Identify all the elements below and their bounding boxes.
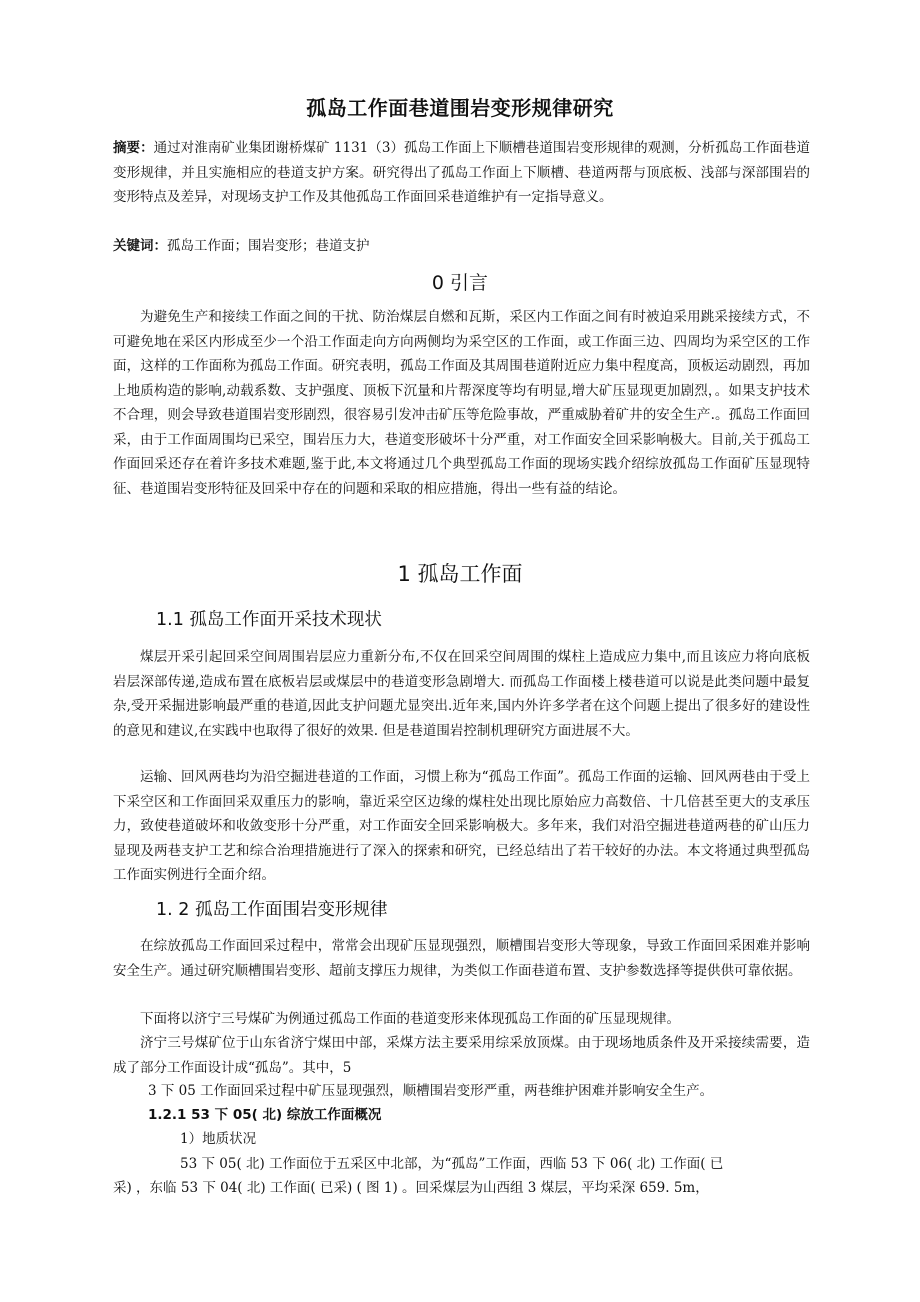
section-0-heading: 0 引言: [431, 272, 489, 294]
section-1-1-paragraph-2: 运输、回风两巷均为沿空掘进巷道的工作面，习惯上称为“孤岛工作面”。孤岛工作面的运输、回风两巷由于受上下采空区和工作面回采双重压力的影响，靠近采空区边缘的煤柱处出现比原始应力高数倍、十几倍甚至更大的支承压力，致使巷道破坏和收敛变形十分严重，对工作面安全回采影响极大。多年来，我们对沿空掘进巷道两巷的矿山压力显现及两巷支护工艺和综合治理措施进行了深入的探索和研究，已经总结出了若干较好的办法。本文将通过典型孤岛工作面实例进行全面介绍。: [113, 769, 810, 883]
abstract-label: 摘要：: [113, 140, 154, 156]
section-1-2-1-line-1: 53 下 05( 北) 工作面位于五采区中北部，为“孤岛”工作面，西临 53 下 06( 北) 工作面( 已: [180, 1156, 724, 1172]
abstract: [113, 136, 810, 210]
section-1-1-heading: 1.1 孤岛工作面开采技术现状: [156, 610, 382, 630]
section-1-2-1-line-2: 采) ，东临 53 下 04( 北) 工作面( 已采) ( 图 1) 。回采煤层为山西组 3 煤层，平均采深 659. 5m，: [113, 1180, 709, 1196]
list-item-geology: 1）地质状况: [180, 1131, 257, 1147]
keywords: [113, 234, 810, 259]
section-1-2-heading: 1. 2 孤岛工作面围岩变形规律: [156, 900, 388, 920]
section-1-2-1-heading: 1.2.1 53 下 05( 北) 综放工作面概况: [148, 1107, 382, 1123]
section-1-2-paragraph-4: 3 下 05 工作面回采过程中矿压显现强烈，顺槽围岩变形严重，两巷维护困难并影响安全生产。: [148, 1083, 714, 1099]
section-0-paragraph: 为避免生产和接续工作面之间的干扰、防治煤层自燃和瓦斯，采区内工作面之间有时被迫采用跳采接续方式，不可避免地在采区内形成至少一个沿工作面走向方向两侧均为采空区的工作面，或工作面三边、四周均为采空区的工作面，这样的工作面称为孤岛工作面。研究表明，孤岛工作面及其周围巷道附近应力集中程度高，顶板运动剧烈，再加上地质构造的影响,动载系数、支护强度、顶板下沉量和片帮深度等均有明显,增大矿压显现更加剧烈，。如果支护技术不合理，则会导致巷道围岩变形剧烈，很容易引发冲击矿压等危险事故，严重威胁着矿井的安全生产.。孤岛工作面回采，由于工作面周围均已采空，围岩压力大，巷道变形破坏十分严重，对工作面安全回采影响极大。目前,关于孤岛工作面回采还存在着许多技术难题,鉴于此,本文将通过几个典型孤岛工作面的现场实践介绍综放孤岛工作面矿压显现特征、巷道围岩变形特征及回采中存在的问题和采取的相应措施，得出一些有益的结论。: [113, 309, 810, 497]
section-1-2-paragraph-3: 济宁三号煤矿位于山东省济宁煤田中部，采煤方法主要采用综采放顶煤。由于现场地质条件及开采接续需要，造成了部分工作面设计成“孤岛”。其中，5: [113, 1035, 810, 1076]
section-1-1-paragraph-1: 煤层开采引起回采空间周围岩层应力重新分布,不仅在回采空间周围的煤柱上造成应力集中,而且该应力将向底板岩层深部传递,造成布置在底板岩层或煤层中的巷道变形急剧增大. 而孤岛工作面楼上楼巷道可以说是此类问题中最复杂,受开采掘进影响最严重的巷道,因此支护问题尤显突出.近年来,国内外许多学者在这个问题上提出了很多好的建设性的意见和建议,在实践中也取得了很好的效果. 但是巷道围岩控制机理研究方面进展不大。: [113, 649, 810, 739]
keywords-text: 孤岛工作面；围岩变形；巷道支护: [167, 238, 370, 254]
document-title: 孤岛工作面巷道围岩变形规律研究: [306, 96, 614, 120]
section-1-heading: 1 孤岛工作面: [397, 562, 523, 586]
keywords-label: 关键词：: [113, 238, 167, 254]
section-1-2-paragraph-1: 在综放孤岛工作面回采过程中，常常会出现矿压显现强烈，顺槽围岩变形大等现象，导致工作面回采困难并影响安全生产。通过研究顺槽围岩变形、超前支撑压力规律，为类似工作面巷道布置、支护参数选择等提供供可靠依据。: [113, 938, 810, 979]
abstract-text: 通过对淮南矿业集团谢桥煤矿 1131（3）孤岛工作面上下顺槽巷道围岩变形规律的观测，分析孤岛工作面巷道变形规律，并且实施相应的巷道支护方案。研究得出了孤岛工作面上下顺槽、巷道两帮与顶底板、浅部与深部围岩的变形特点及差异，对现场支护工作及其他孤岛工作面回采巷道维护有一定指导意义。: [113, 140, 810, 205]
section-1-2-paragraph-2: 下面将以济宁三号煤矿为例通过孤岛工作面的巷道变形来体现孤岛工作面的矿压显现规律。: [140, 1011, 680, 1027]
